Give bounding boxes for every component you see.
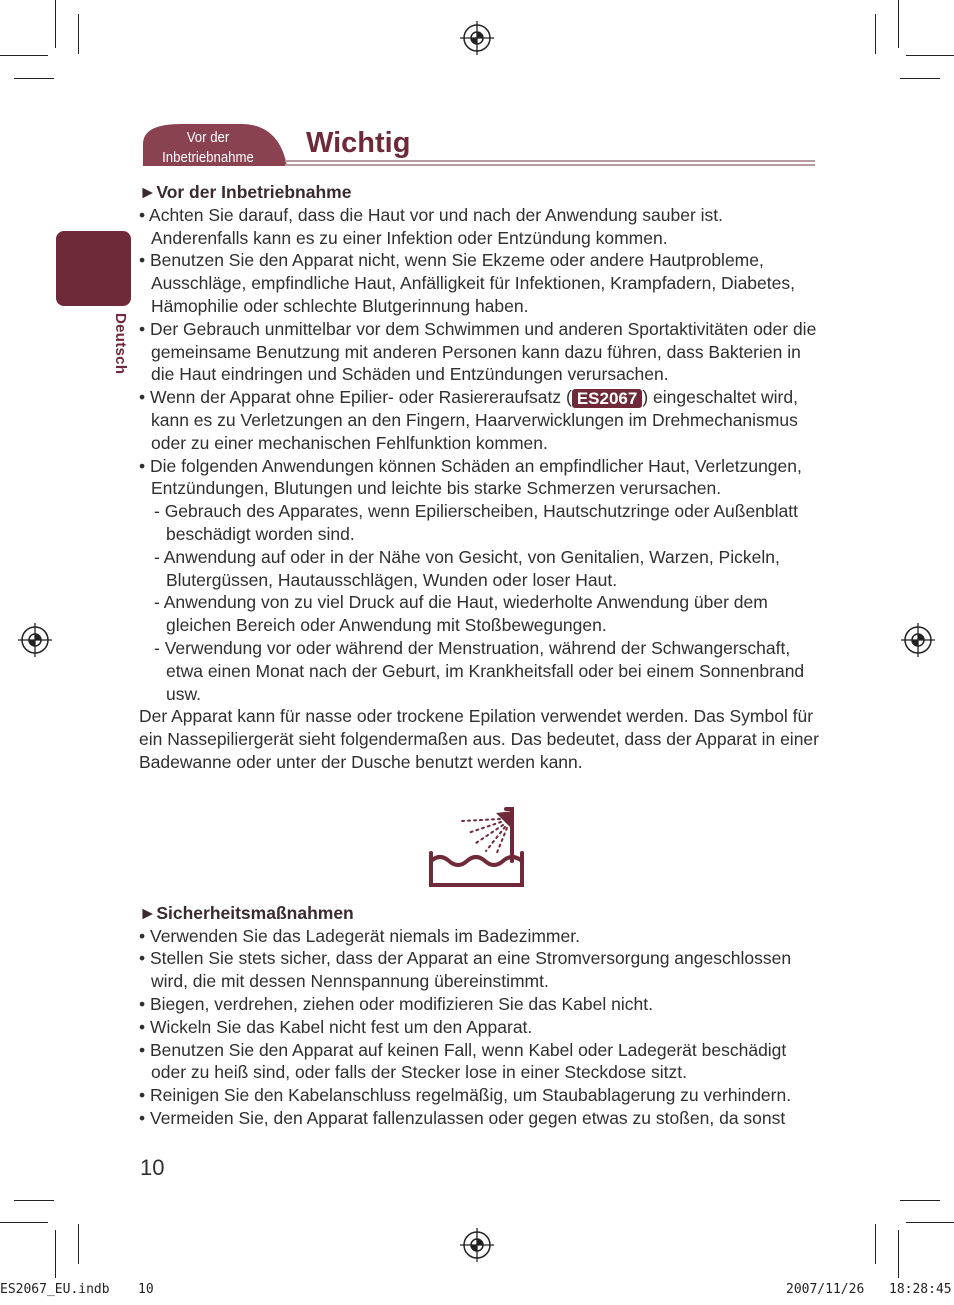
section-tab-line1: Vor der [186,129,230,146]
crop-mark [900,78,940,79]
crop-mark [78,14,79,54]
paragraph: Der Apparat kann für nasse oder trockene Epilation verwendet werden. Das Symbol für ein Nassepiliergerät sieht folgendermaßen aus. Das bedeutet, dass der Apparat in einer Badewanne oder unter der Dusche benutzt werden kann. [139,706,819,772]
crop-mark [0,55,48,56]
crop-mark [898,0,899,48]
list-item: • Biegen, verdrehen, ziehen oder modifizieren Sie das Kabel nicht. [139,993,653,1014]
crop-mark [900,1200,940,1201]
crop-mark [55,1230,56,1278]
list-item: • Stellen Sie stets sicher, dass der Apparat an eine Stromversorgung angeschlossen wird, die mit dessen Nennspannung übereinstimmt. [139,948,792,992]
list-item: • Reinigen Sie den Kabelanschluss regelmäßig, um Staubablagerung zu verhindern. [139,1085,792,1106]
language-label-wrapper [101,313,141,393]
title-underline [285,160,815,166]
section-tab-line2: Inbetriebnahme [162,149,254,166]
crop-mark [906,55,954,56]
section-heading: ►Sicherheitsmaßnahmen [139,902,354,923]
list-item: • Benutzen Sie den Apparat nicht, wenn Sie Ekzeme oder andere Hautprobleme, Ausschläge, empfindliche Haut, Anfälligkeit für Infektionen, Krampfadern, Diabetes, Hämophilie oder schlechte Blutgerinnung haben. [139,250,795,316]
page-number: 10 [140,1155,165,1180]
crop-mark [875,14,876,54]
section-heading: ►Vor der Inbetriebnahme [139,182,352,202]
registration-mark-icon [901,623,935,657]
crop-mark [898,1230,899,1278]
sub-list-item: - Anwendung auf oder in der Nähe von Gesicht, von Genitalien, Warzen, Pickeln, Blutergüssen, Hautausschlägen, Wunden oder loser Haut. [154,546,780,590]
crop-mark [78,1224,79,1264]
footer-page: 10 [138,1282,154,1297]
footer-date: 2007/11/26 [786,1282,865,1297]
page-title: Wichtig [306,127,411,159]
sub-list-item: - Anwendung von zu viel Druck auf die Haut, wiederholte Anwendung über dem gleichen Bereich oder Anwendung mit Stoßbewegungen. [154,592,768,636]
list-item: • Benutzen Sie den Apparat auf keinen Fall, wenn Kabel oder Ladegerät beschädigt oder zu heiß sind, oder falls der Stecker lose in einer Steckdose sitzt. [139,1039,787,1083]
list-item-text: ) eingeschaltet wird, kann es zu Verletzungen an den Fingern, Haarverwicklungen im Drehmechanismus oder zu einer mechanischen Fehlfunktion kommen. [151,387,798,453]
list-item: • Achten Sie darauf, dass die Haut vor und nach der Anwendung sauber ist. Anderenfalls kann es zu einer Infektion oder Entzündung kommen. [139,204,724,248]
section-tab-label [150,128,266,168]
list-item-text: • Wenn der Apparat ohne Epilier- oder Rasiereraufsatz ( [139,387,572,408]
model-badge: ES2067 [572,389,643,408]
shower-bath-icon [426,803,528,891]
list-item: • Die folgenden Anwendungen können Schäden an empfindlicher Haut, Verletzungen, Entzündungen, Blutungen und leichte bis starke Schmerzen verursachen. [139,455,802,499]
list-item: • Der Gebrauch unmittelbar vor dem Schwimmen und anderen Sportaktivitäten oder die gemeinsame Benutzung mit anderen Personen kann dazu führen, dass Bakterien in die Haut eindringen und Schäden und Entzündungen verursachen. [139,318,817,385]
crop-mark [875,1224,876,1264]
language-tab [56,231,131,306]
registration-mark-icon [460,21,494,55]
crop-mark [906,1222,954,1223]
sub-list-item: - Gebrauch des Apparates, wenn Epilierscheiben, Hautschutzringe oder Außenblatt beschädigt worden sind. [154,501,798,544]
footer-filename: ES2067_EU.indb [0,1282,110,1297]
list-item: • Wickeln Sie das Kabel nicht fest um den Apparat. [139,1016,533,1037]
list-item [139,386,819,454]
list-item: • Vermeiden Sie, den Apparat fallenzulassen oder gegen etwas zu stoßen, da sonst [139,1107,786,1128]
crop-mark [55,0,56,48]
sub-list-item: - Verwendung vor oder während der Menstruation, während der Schwangerschaft, etwa einen Monat nach der Geburt, im Krankheitsfall oder bei einem Sonnenbrand usw. [154,637,805,704]
crop-mark [14,78,54,79]
crop-mark [0,1222,48,1223]
list-item: • Verwenden Sie das Ladegerät niemals im Badezimmer. [139,925,580,946]
footer-time: 18:28:45 [889,1282,952,1297]
registration-mark-icon [460,1228,494,1262]
registration-mark-icon [18,623,52,657]
crop-mark [14,1200,54,1201]
main-content [139,181,819,1130]
language-label: Deutsch [112,313,129,375]
